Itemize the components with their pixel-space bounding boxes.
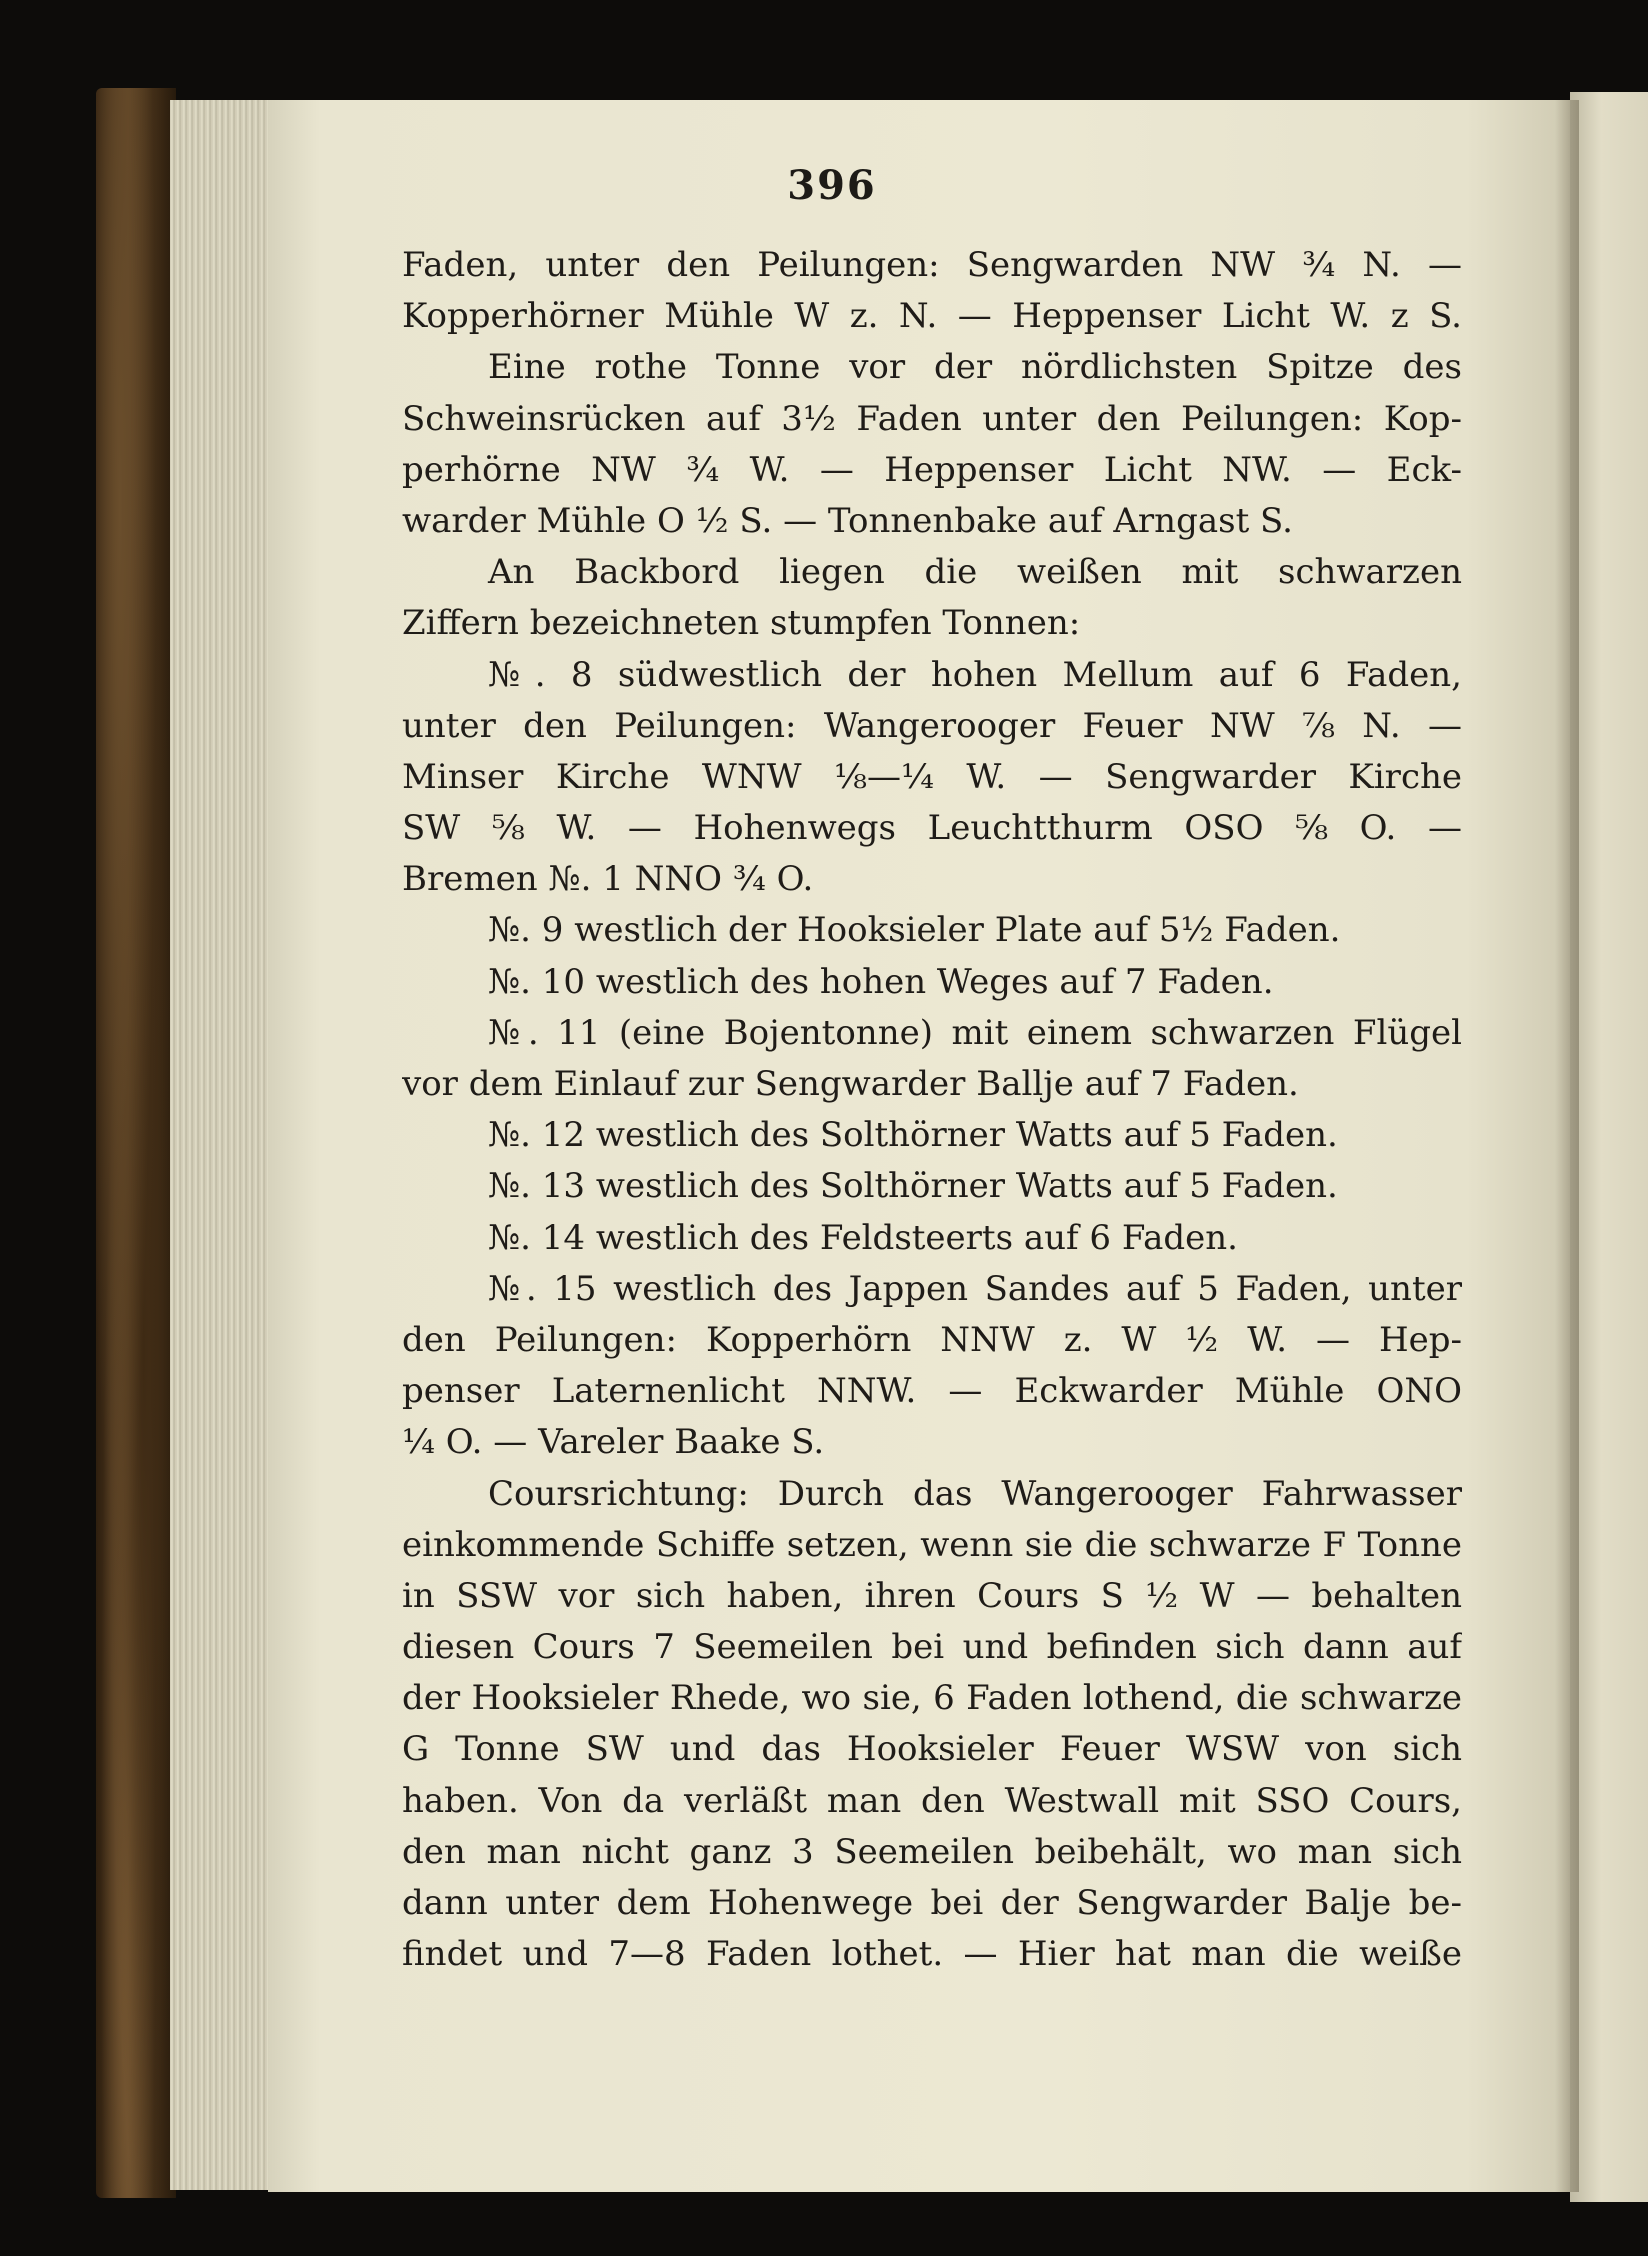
text-line: haben. Von da verläßt man den Westwall mit SSO Cours, xyxy=(402,1780,1462,1821)
text-line: dann unter dem Hohenwege bei der Sengwarder Balje be- xyxy=(402,1883,1462,1923)
text-line: №. 11 (eine Bojentonne) mit einem schwarzen Flügel xyxy=(488,1012,1462,1053)
text-line: Minser Kirche WNW ⅛—¼ W. — Sengwarder Kirche xyxy=(402,756,1462,797)
text-line: An Backbord liegen die weißen mit schwarzen xyxy=(488,552,1462,593)
text-line: vor dem Einlauf zur Sengwarder Ballje auf 7 Faden. xyxy=(402,1064,1299,1104)
text-line: Coursrichtung: Durch das Wangerooger Fahrwasser xyxy=(488,1473,1462,1514)
book-cover-edge xyxy=(96,88,176,2198)
text-line: ¼ O. — Vareler Baake S. xyxy=(402,1422,825,1463)
text-line: diesen Cours 7 Seemeilen bei und befinden sich dann auf xyxy=(402,1627,1462,1668)
text-line: der Hooksieler Rhede, wo sie, 6 Faden lothend, die schwarze xyxy=(402,1678,1462,1719)
text-line: SW ⅝ W. — Hohenwegs Leuchtthurm OSO ⅝ O. — xyxy=(402,808,1462,849)
text-line: №. 14 westlich des Feldsteerts auf 6 Faden. xyxy=(488,1217,1238,1258)
text-line: unter den Peilungen: Wangerooger Feuer NW ⅞ N. — xyxy=(402,705,1462,746)
page-number: 396 xyxy=(787,162,877,209)
text-line: №. 8 südwestlich der hohen Mellum auf 6 Faden, xyxy=(488,654,1462,695)
facing-page-edge xyxy=(1570,92,1648,2202)
text-line: №. 15 westlich des Jappen Sandes auf 5 Faden, unter xyxy=(488,1268,1462,1309)
text-line: perhörne NW ¾ W. — Heppenser Licht NW. — Eck- xyxy=(402,449,1462,490)
text-line: den man nicht ganz 3 Seemeilen beibehält, wo man sich xyxy=(402,1831,1462,1872)
text-line: findet und 7—8 Faden lothet. — Hier hat man die weiße xyxy=(402,1934,1462,1975)
text-line: warder Mühle O ½ S. — Tonnenbake auf Arngast S. xyxy=(402,500,1293,541)
text-line: Bremen №. 1 NNO ¾ O. xyxy=(402,859,814,900)
text-line: einkommende Schiffe setzen, wenn sie die schwarze F Tonne xyxy=(402,1524,1462,1565)
text-line: den Peilungen: Kopperhörn NNW z. W ½ W. — Hep- xyxy=(402,1319,1462,1360)
page-stack-edges xyxy=(170,100,270,2190)
text-line: Eine rothe Tonne vor der nördlichsten Spitze des xyxy=(488,347,1462,388)
text-line: №. 9 westlich der Hooksieler Plate auf 5½ Faden. xyxy=(488,910,1341,951)
text-line: G Tonne SW und das Hooksieler Feuer WSW von sich xyxy=(402,1729,1462,1770)
text-line: №. 12 westlich des Solthörner Watts auf 5 Faden. xyxy=(488,1115,1338,1156)
text-line: №. 13 westlich des Solthörner Watts auf 5 Faden. xyxy=(488,1166,1338,1207)
page-text xyxy=(402,240,1462,1980)
text-line: Faden, unter den Peilungen: Sengwarden NW ¾ N. — xyxy=(402,245,1462,285)
text-line: №. 10 westlich des hohen Weges auf 7 Faden. xyxy=(488,961,1274,1002)
text-line: Schweinsrücken auf 3½ Faden unter den Peilungen: Kop- xyxy=(402,398,1462,439)
gutter-shadow xyxy=(1555,100,1579,2192)
text-line: penser Laternenlicht NNW. — Eckwarder Mühle ONO xyxy=(402,1371,1462,1412)
text-line: Kopperhörner Mühle W z. N. — Heppenser Licht W. z S. xyxy=(402,296,1462,337)
text-line: Ziffern bezeichneten stumpfen Tonnen: xyxy=(402,603,1081,644)
text-line: in SSW vor sich haben, ihren Cours S ½ W — behalten xyxy=(402,1575,1462,1616)
